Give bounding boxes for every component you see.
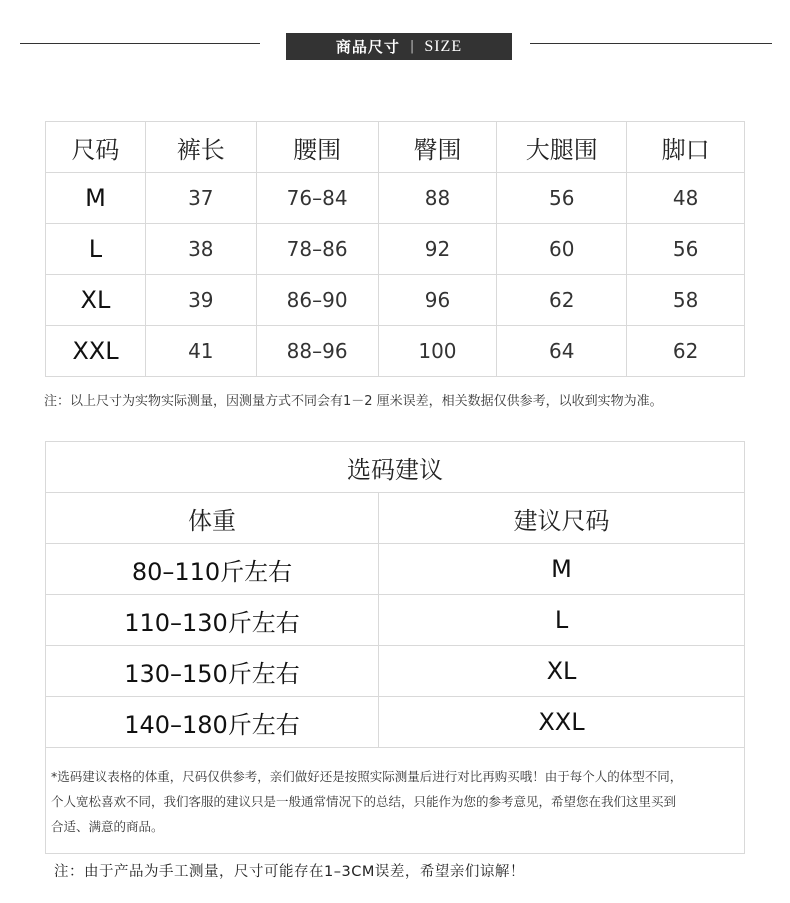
recommended-size-cell: M [379,544,745,595]
size-header-length: 裤长 [145,122,256,173]
size-header-hem: 脚口 [627,122,745,173]
measurement-error-note: 注：由于产品为手工测量，尺寸可能存在1–3CM误差，希望亲们谅解！ [54,864,525,880]
size-header-waist: 腰围 [256,122,378,173]
weight-range-cell: 140–180斤左右 [46,697,379,748]
size-table [45,121,745,377]
size-cell: M [46,173,146,224]
hem-cell: 48 [627,173,745,224]
recommendation-row [46,646,745,697]
thigh-cell: 62 [497,275,627,326]
recommended-size-cell: L [379,595,745,646]
weight-range-cell: 130–150斤左右 [46,646,379,697]
recommendation-header-row [46,493,745,544]
size-cell: L [46,224,146,275]
recommended-size-cell: XL [379,646,745,697]
recommendation-title-row [46,442,745,493]
recommendation-header-weight: 体重 [46,493,379,544]
section-title-banner [286,33,512,60]
length-cell: 38 [145,224,256,275]
length-cell: 37 [145,173,256,224]
recommendation-note-line: 合适、满意的商品。 [51,819,164,834]
waist-cell: 78–86 [256,224,378,275]
size-header-hip: 臀围 [378,122,497,173]
recommendation-note-line: 个人宽松喜欢不同，我们客服的建议只是一般通常情况下的总结，只能作为您的参考意见，希望您在我们这里买到 [51,794,677,809]
size-table-header-row [46,122,745,173]
size-recommendation-table [45,441,745,854]
recommended-size-cell: XXL [379,697,745,748]
waist-cell: 86–90 [256,275,378,326]
thigh-cell: 60 [497,224,627,275]
recommendation-note-line: *选码建议表格的体重，尺码仅供参考，亲们做好还是按照实际测量后进行对比再购买哦！由于每个人的体型不同， [51,769,683,784]
size-cell: XL [46,275,146,326]
size-header-thigh: 大腿围 [497,122,627,173]
thigh-cell: 56 [497,173,627,224]
header-divider-right [530,43,772,44]
hem-cell: 62 [627,326,745,377]
recommendation-row [46,595,745,646]
weight-range-cell: 110–130斤左右 [46,595,379,646]
recommendation-title: 选码建议 [46,442,745,493]
size-header-size: 尺码 [46,122,146,173]
header-divider-left [20,43,260,44]
hip-cell: 88 [378,173,497,224]
hem-cell: 58 [627,275,745,326]
recommendation-row [46,544,745,595]
size-table-row [46,275,745,326]
size-table-row [46,224,745,275]
waist-cell: 88–96 [256,326,378,377]
hem-cell: 56 [627,224,745,275]
hip-cell: 96 [378,275,497,326]
section-title-en: SIZE [424,37,463,55]
weight-range-cell: 80–110斤左右 [46,544,379,595]
size-table-row [46,326,745,377]
recommendation-note [46,748,745,854]
hip-cell: 92 [378,224,497,275]
section-title-cn: 商品尺寸 [335,38,400,56]
waist-cell: 76–84 [256,173,378,224]
recommendation-row [46,697,745,748]
length-cell: 41 [145,326,256,377]
measurement-note: 注：以上尺寸为实物实际测量，因测量方式不同会有1－2 厘米误差，相关数据仅供参考，以收到实物为准。 [44,394,663,409]
size-table-row [46,173,745,224]
length-cell: 39 [145,275,256,326]
thigh-cell: 64 [497,326,627,377]
recommendation-note-row [46,748,745,854]
title-separator: | [409,39,415,54]
hip-cell: 100 [378,326,497,377]
size-cell: XXL [46,326,146,377]
recommendation-header-size: 建议尺码 [379,493,745,544]
